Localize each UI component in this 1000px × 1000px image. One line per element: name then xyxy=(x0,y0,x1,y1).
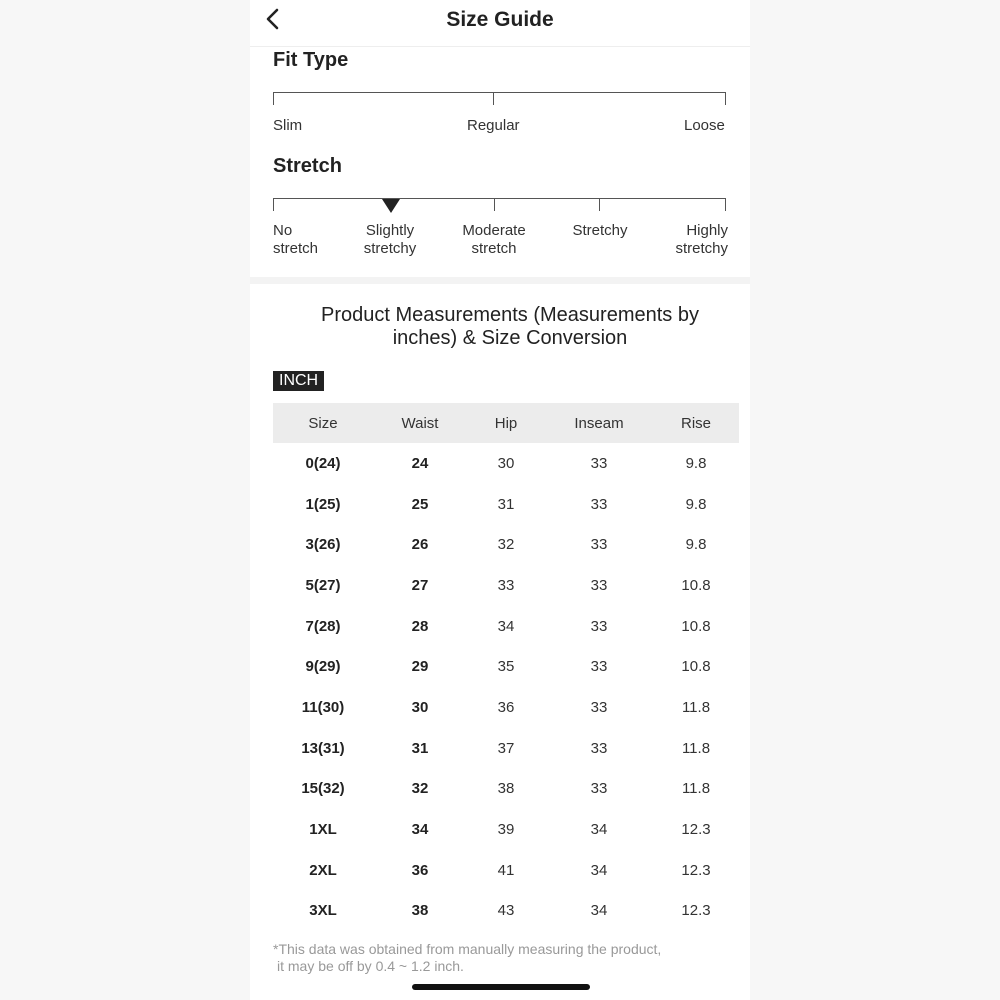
cell-hip: 30 xyxy=(497,454,515,472)
cell-size: 7(28) xyxy=(305,617,341,635)
cell-size: 1(25) xyxy=(305,495,341,513)
table-row xyxy=(273,728,739,769)
cell-inseam: 34 xyxy=(590,821,608,839)
cell-hip: 38 xyxy=(497,780,515,798)
cell-hip: 33 xyxy=(497,576,515,594)
cell-waist: 25 xyxy=(411,495,429,513)
cell-waist: 31 xyxy=(411,739,429,757)
stretch-label-slightly-stretchy: Slightly stretchy xyxy=(363,222,417,257)
cell-hip: 34 xyxy=(497,617,515,635)
fit-label-regular: Regular xyxy=(467,117,520,134)
fit-type-title: Fit Type xyxy=(273,49,349,71)
cell-rise: 10.8 xyxy=(681,576,711,594)
table-row xyxy=(273,565,739,606)
table-row xyxy=(273,809,739,850)
cell-waist: 32 xyxy=(411,780,429,798)
chevron-left-icon xyxy=(264,7,282,36)
stretch-label-highly-stretchy: Highly stretchy xyxy=(675,222,728,257)
cell-hip: 37 xyxy=(497,739,515,757)
cell-inseam: 34 xyxy=(590,861,608,879)
measurements-title: Product Measurements (Measurements by inches) & Size Conversion xyxy=(321,304,699,349)
column-header-waist: Waist xyxy=(401,414,439,432)
cell-rise: 9.8 xyxy=(685,454,707,472)
table-row xyxy=(273,443,739,484)
cell-rise: 10.8 xyxy=(681,658,711,676)
table-row xyxy=(273,769,739,810)
cell-rise: 9.8 xyxy=(685,536,707,554)
table-row xyxy=(273,646,739,687)
cell-inseam: 33 xyxy=(590,780,608,798)
cell-size: 9(29) xyxy=(305,658,341,676)
stretch-label-moderate-stretch: Moderate stretch xyxy=(462,222,526,257)
cell-inseam: 33 xyxy=(590,536,608,554)
cell-rise: 9.8 xyxy=(685,495,707,513)
cell-inseam: 33 xyxy=(590,495,608,513)
column-header-size: Size xyxy=(308,414,338,432)
cell-inseam: 33 xyxy=(590,698,608,716)
table-body xyxy=(273,443,739,931)
cell-rise: 11.8 xyxy=(681,739,711,757)
cell-hip: 39 xyxy=(497,821,515,839)
column-header-rise: Rise xyxy=(680,414,711,432)
column-header-hip: Hip xyxy=(494,414,518,432)
cell-rise: 12.3 xyxy=(681,861,711,879)
table-header xyxy=(273,403,739,443)
cell-size: 15(32) xyxy=(301,780,345,798)
cell-waist: 26 xyxy=(411,536,429,554)
cell-size: 13(31) xyxy=(301,739,345,757)
home-indicator xyxy=(412,984,590,990)
cell-rise: 11.8 xyxy=(681,698,711,716)
cell-size: 1XL xyxy=(309,821,337,839)
stretch-label-stretchy: Stretchy xyxy=(572,222,628,239)
cell-size: 0(24) xyxy=(305,454,341,472)
cell-rise: 10.8 xyxy=(681,617,711,635)
cell-waist: 29 xyxy=(411,658,429,676)
phone-screen xyxy=(250,0,750,1000)
page-title: Size Guide xyxy=(446,8,554,31)
fit-label-slim: Slim xyxy=(273,117,303,134)
cell-size: 5(27) xyxy=(305,576,341,594)
unit-badge[interactable]: INCH xyxy=(273,371,324,391)
cell-waist: 34 xyxy=(411,821,429,839)
header-bar xyxy=(250,0,750,47)
column-header-inseam: Inseam xyxy=(574,414,624,432)
cell-size: 3(26) xyxy=(305,536,341,554)
cell-waist: 38 xyxy=(411,902,429,920)
stretch-label-no-stretch: No stretch xyxy=(273,222,319,257)
table-row xyxy=(273,484,739,525)
cell-waist: 27 xyxy=(411,576,429,594)
cell-rise: 12.3 xyxy=(681,821,711,839)
cell-hip: 41 xyxy=(497,861,515,879)
cell-waist: 30 xyxy=(411,698,429,716)
cell-size: 11(30) xyxy=(301,698,345,716)
cell-waist: 36 xyxy=(411,861,429,879)
measurement-note: *This data was obtained from manually measuring the product, it may be off by 0.4 ~ 1.2 inch. xyxy=(273,941,662,974)
cell-hip: 36 xyxy=(497,698,515,716)
table-row xyxy=(273,687,739,728)
measurements-card xyxy=(250,284,750,1000)
cell-rise: 12.3 xyxy=(681,902,711,920)
table-row xyxy=(273,524,739,565)
fit-label-loose: Loose xyxy=(684,117,725,134)
cell-inseam: 33 xyxy=(590,454,608,472)
cell-inseam: 33 xyxy=(590,617,608,635)
size-table xyxy=(273,403,739,931)
stretch-scale xyxy=(273,198,726,212)
cell-hip: 35 xyxy=(497,658,515,676)
cell-inseam: 33 xyxy=(590,576,608,594)
cell-inseam: 33 xyxy=(590,739,608,757)
fit-card xyxy=(250,47,750,277)
cell-size: 2XL xyxy=(309,861,337,879)
table-row xyxy=(273,850,739,891)
cell-size: 3XL xyxy=(309,902,337,920)
cell-hip: 43 xyxy=(497,902,515,920)
cell-waist: 28 xyxy=(411,617,429,635)
stretch-title: Stretch xyxy=(273,155,342,177)
cell-hip: 31 xyxy=(497,495,515,513)
stretch-selected-marker xyxy=(382,199,400,213)
cell-inseam: 34 xyxy=(590,902,608,920)
cell-hip: 32 xyxy=(497,536,515,554)
cell-rise: 11.8 xyxy=(681,780,711,798)
table-row xyxy=(273,891,739,932)
fit-type-scale xyxy=(273,92,726,106)
cell-waist: 24 xyxy=(411,454,429,472)
back-button[interactable] xyxy=(256,4,290,38)
table-row xyxy=(273,606,739,647)
cell-inseam: 33 xyxy=(590,658,608,676)
